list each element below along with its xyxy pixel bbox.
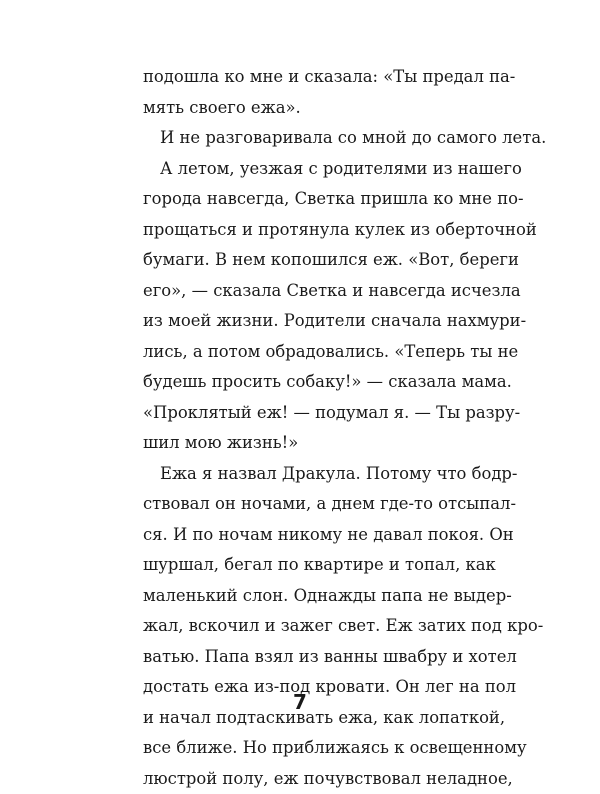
page-number: 7	[0, 690, 600, 714]
paragraph	[143, 459, 457, 794]
text-line: шуршал, бегал по квартире и топал, как	[143, 550, 457, 581]
text-line: мять своего ежа».	[143, 93, 457, 124]
text-line: его», — сказала Светка и навсегда исчезла	[143, 276, 457, 307]
paragraph	[143, 62, 457, 123]
text-line: и начал подтаскивать ежа, как лопаткой,	[143, 703, 457, 734]
text-line: маленький слон. Однажды папа не выдер-	[143, 581, 457, 612]
text-line: А летом, уезжая с родителями из нашего	[143, 154, 457, 185]
text-line: из моей жизни. Родители сначала нахмури-	[143, 306, 457, 337]
text-line: жал, вскочил и зажег свет. Еж затих под кро-	[143, 611, 457, 642]
text-line: ватью. Папа взял из ванны швабру и хотел	[143, 642, 457, 673]
text-line: прощаться и протянула кулек из оберточной	[143, 215, 457, 246]
text-line: будешь просить собаку!» — сказала мама.	[143, 367, 457, 398]
text-line: лись, а потом обрадовались. «Теперь ты не	[143, 337, 457, 368]
text-line: «Проклятый еж! — подумал я. — Ты разру-	[143, 398, 457, 429]
text-line: И не разговаривала со мной до самого лета.	[143, 123, 457, 154]
text-line: достать ежа из-под кровати. Он лег на пол	[143, 672, 457, 703]
text-line: ствовал он ночами, а днем где-то отсыпал-	[143, 489, 457, 520]
text-line: бумаги. В нем копошился еж. «Вот, береги	[143, 245, 457, 276]
text-line: ся. И по ночам никому не давал покоя. Он	[143, 520, 457, 551]
text-line: все ближе. Но приближаясь к освещенному	[143, 733, 457, 764]
text-line: Ежа я назвал Дракула. Потому что бодр-	[143, 459, 457, 490]
text-line: подошла ко мне и сказала: «Ты предал па-	[143, 62, 457, 93]
text-line: люстрой полу, еж почувствовал неладное,	[143, 764, 457, 794]
text-line: шил мою жизнь!»	[143, 428, 457, 459]
paragraph	[143, 123, 457, 154]
paragraph	[143, 154, 457, 459]
body-text	[143, 62, 457, 794]
text-line: города навсегда, Светка пришла ко мне по-	[143, 184, 457, 215]
